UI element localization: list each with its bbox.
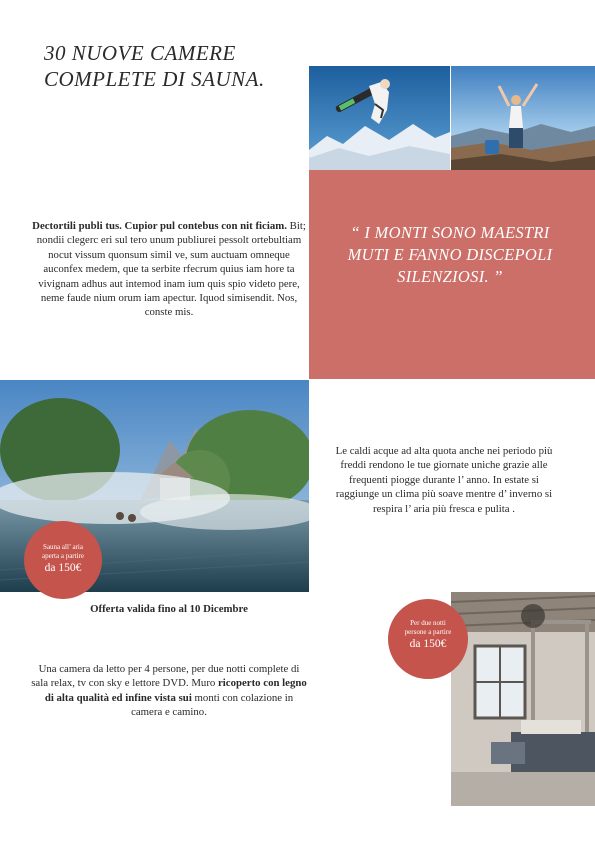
spa-price-badge (24, 521, 102, 599)
offer-note: Offerta valida fino al 10 Dicembre (90, 603, 248, 615)
quote-text: “ I MONTI SONO MAESTRI MUTI E FANNO DISCEPOLI SILENZIOSI. ” (347, 223, 553, 286)
intro-paragraph (30, 219, 308, 320)
hiker-photo (451, 66, 595, 170)
badge-spa-price: da 150€ (44, 562, 82, 574)
bedroom-photo (451, 592, 595, 806)
room-paragraph (30, 662, 308, 720)
spa-paragraph: Le caldi acque ad alta quota anche nei periodo più freddi rendono le tue giornate uniche grazie alle frequenti piogge durante l’ anno. In estate si raggiunge un clima più soave mentre d’ inverno si respira l’ aria più fresca e pulita . (335, 445, 553, 515)
room-text-part2: monti con colazione in camera e camino. (131, 691, 294, 719)
badge-spa-line1: Sauna all’ aria (43, 543, 83, 551)
snowboarder-photo (309, 66, 450, 170)
room-text-part1: Una camera da letto per 4 persone, per due notti complete di sala relax, tv con sky e lettore DVD. Muro (31, 663, 300, 690)
badge-room-line1: Per due notti (410, 619, 446, 627)
room-text-bold: ricoperto con legno di alta qualità ed infine vista sui (44, 677, 307, 704)
badge-spa-line2: aperta a partire (42, 551, 84, 560)
intro-lead: Dectortili publi tus. Cupior pul contebus con nit ficiam. (32, 220, 287, 232)
page-title: 30 NUOVE CAMERE COMPLETE DI SAUNA. (44, 41, 265, 91)
badge-room-line2: persone a partire (404, 627, 452, 636)
intro-body: Bit; nondii clegerc eri sul tero unum publiurei pessolt ortebultiam nocut vissum quonsum simil ve, sum auctuam omneque auconfex medem, que ta serbite rfecrum quius iam hore ta vivignam adhus aut intemod inam ium quis spio videto pere, neme faude nium orum iam apectur. Iquod simisendit. Nos, conste mis. (36, 220, 306, 319)
badge-room-price: da 150€ (409, 638, 447, 650)
room-price-badge (388, 599, 468, 679)
